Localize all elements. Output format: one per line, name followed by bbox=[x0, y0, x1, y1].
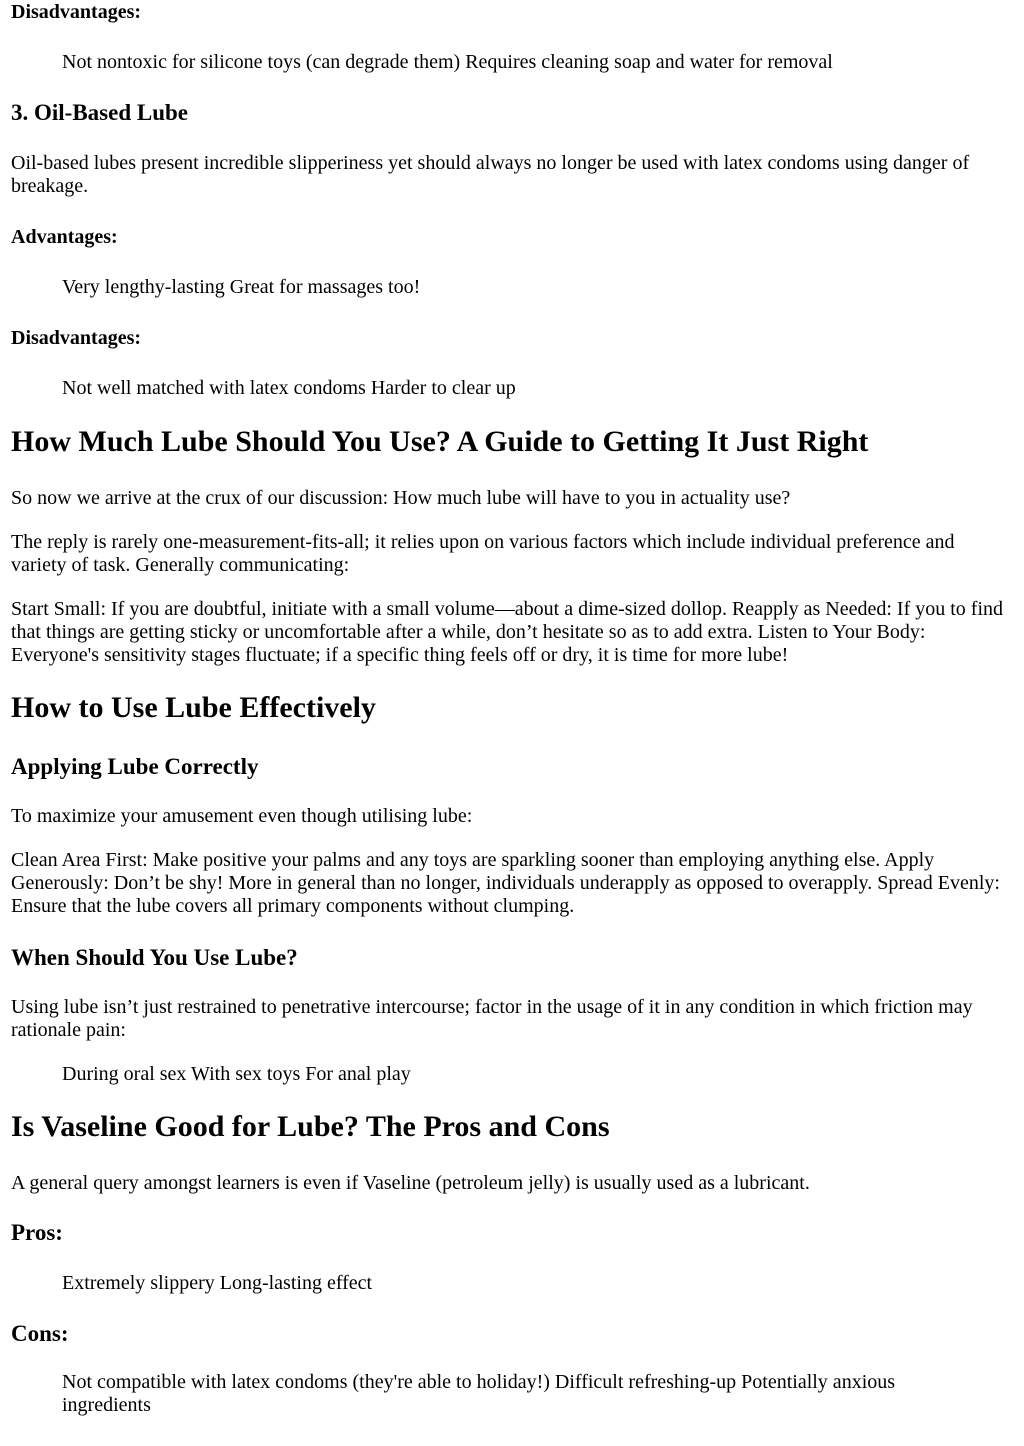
when-list: During oral sex With sex toys For anal play bbox=[62, 1063, 411, 1085]
pros-list: Extremely slippery Long-lasting effect bbox=[62, 1272, 373, 1294]
advantages-label: Advantages: bbox=[11, 226, 118, 248]
oil-based-lube-heading: 3. Oil-Based Lube bbox=[11, 100, 189, 125]
disadvantages-label: Disadvantages: bbox=[11, 1, 142, 23]
oil-based-paragraph: Oil-based lubes present incredible slipperiness yet should always no longer be used with latex condoms using danger of breakage. bbox=[11, 152, 970, 197]
how-much-lube-heading: How Much Lube Should You Use? A Guide to Getting It Just Right bbox=[11, 425, 869, 458]
disadvantages-label-2: Disadvantages: bbox=[11, 327, 142, 349]
applying-paragraph-1: To maximize your amusement even though utilising lube: bbox=[11, 805, 473, 827]
how-much-paragraph-1: So now we arrive at the crux of our discussion: How much lube will have to you in actuality use? bbox=[11, 487, 791, 509]
vaseline-paragraph: A general query amongst learners is even if Vaseline (petroleum jelly) is usually used as a lubricant. bbox=[11, 1172, 810, 1194]
vaseline-heading: Is Vaseline Good for Lube? The Pros and Cons bbox=[11, 1110, 610, 1143]
advantages-list: Very lengthy-lasting Great for massages too! bbox=[62, 276, 421, 298]
cons-heading: Cons: bbox=[11, 1321, 69, 1346]
how-to-use-heading: How to Use Lube Effectively bbox=[11, 691, 376, 724]
applying-lube-heading: Applying Lube Correctly bbox=[11, 754, 259, 779]
when-to-use-heading: When Should You Use Lube? bbox=[11, 945, 298, 970]
when-paragraph: Using lube isn’t just restrained to penetrative intercourse; factor in the usage of it in any condition in which friction may rationale pain: bbox=[11, 996, 973, 1041]
cons-list: Not compatible with latex condoms (they're able to holiday!) Difficult refreshing-up Potentially anxious ingredients bbox=[62, 1371, 896, 1416]
disadvantages-list-2: Not well matched with latex condoms Harder to clear up bbox=[62, 377, 516, 399]
pros-heading: Pros: bbox=[11, 1220, 63, 1245]
applying-paragraph-2: Clean Area First: Make positive your palms and any toys are sparkling sooner than employing anything else. Apply Generously: Don’t be shy! More in general than no longer, individuals underapply as opposed to overapply. Spread Evenly: Ensure that the lube covers all primary components without clumping. bbox=[11, 849, 1000, 917]
how-much-paragraph-3: Start Small: If you are doubtful, initiate with a small volume—about a dime-sized dollop. Reapply as Needed: If you to find that things are getting sticky or uncomfortable after a while, don’t hesitate so as to add extra. Listen to Your Body: Everyone's sensitivity stages fluctuate; if a specific thing feels off or dry, it is time for more lube! bbox=[11, 598, 1004, 666]
how-much-paragraph-2: The reply is rarely one-measurement-fits-all; it relies upon on various factors which include individual preference and variety of task. Generally communicating: bbox=[11, 531, 955, 576]
disadvantages-list: Not nontoxic for silicone toys (can degrade them) Requires cleaning soap and water for removal bbox=[62, 51, 833, 73]
